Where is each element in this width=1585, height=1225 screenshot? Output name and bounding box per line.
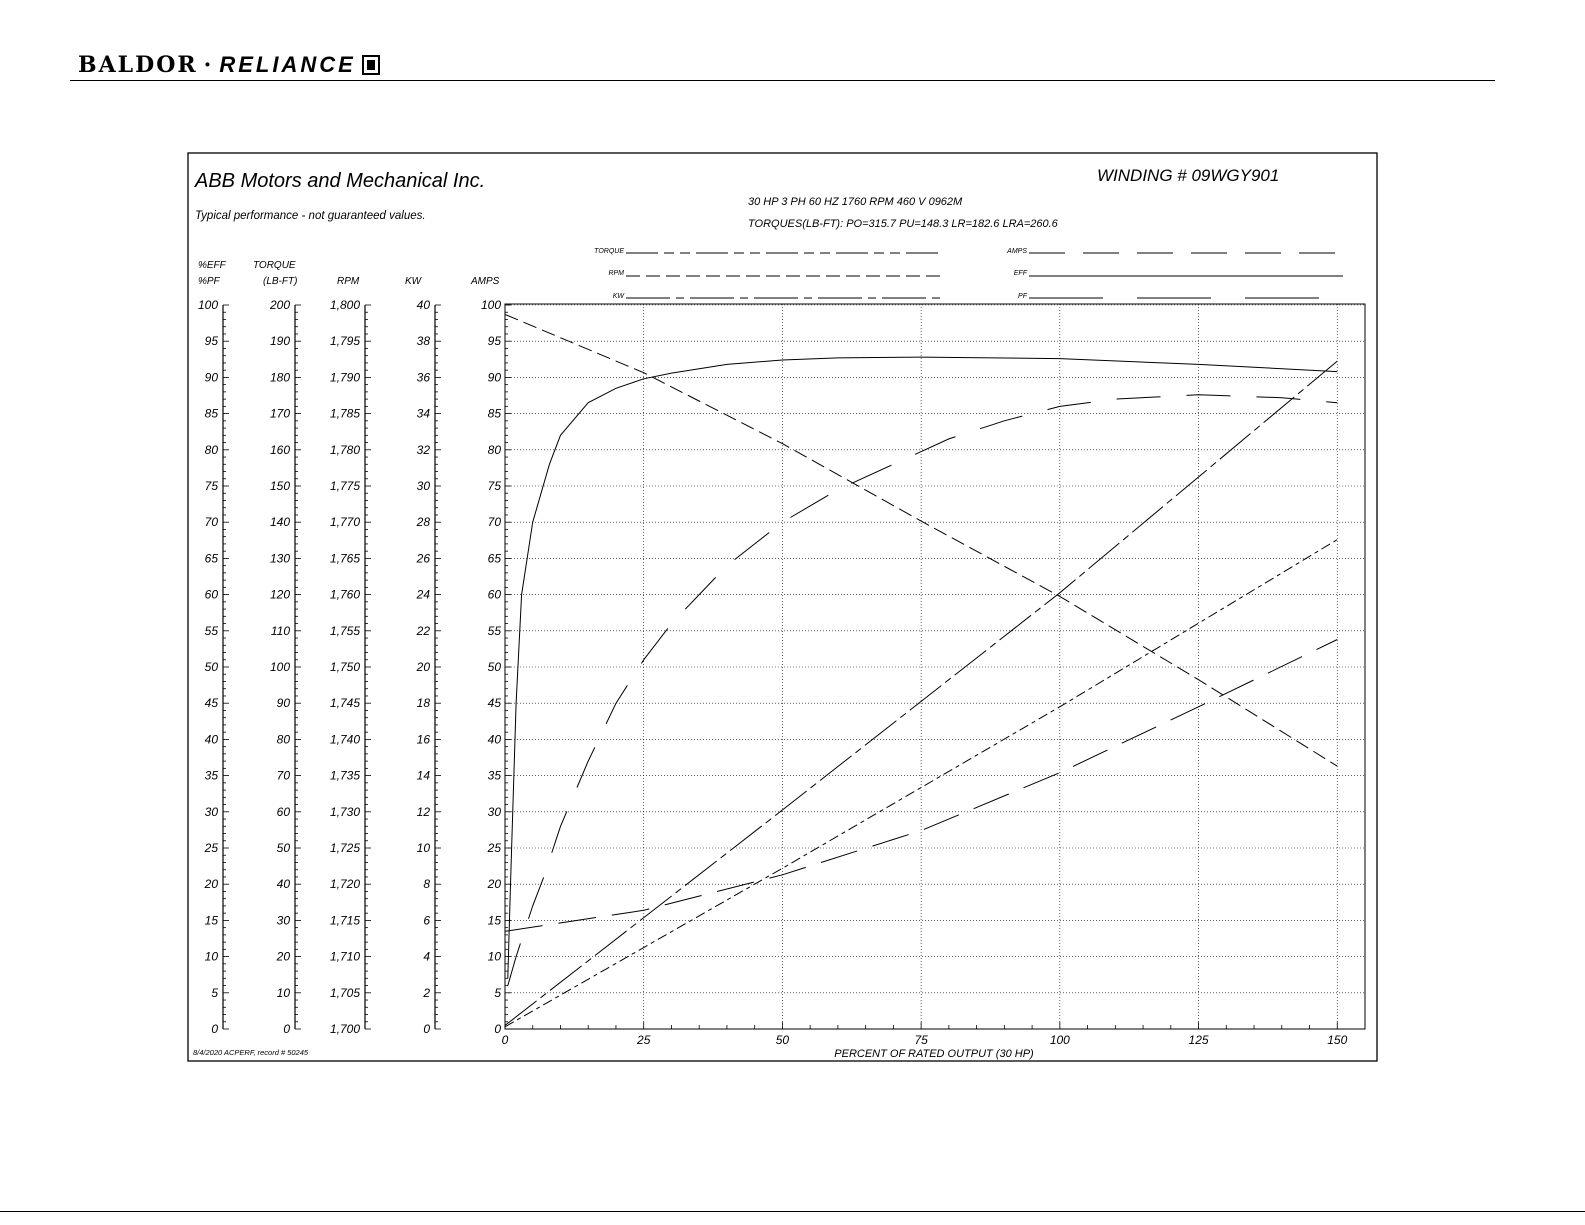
scale-label-eff-pf: 0 [211,1022,218,1036]
scale-label-torque: 200 [269,298,290,312]
amps-axis-label: 15 [487,913,501,928]
scale-label-eff-pf: 15 [204,913,218,928]
scale-label-eff-pf: 85 [204,406,218,421]
legend-label-amps: AMPS [1007,248,1027,255]
amps-axis-label: 30 [487,804,501,819]
x-axis-label: 150 [1327,1033,1348,1047]
amps-axis-label: 45 [487,696,501,711]
scale-label-torque: 10 [276,985,290,1000]
scale-label-kw: 4 [423,949,430,964]
legend-label-torque: TORQUE [594,248,624,255]
disclaimer-text: Typical performance - not guaranteed values. [195,210,426,222]
scale-label-rpm: 1,725 [329,841,360,855]
scale-label-torque: 50 [276,841,290,855]
left-scales [198,298,441,1036]
scale-label-rpm: 1,760 [329,587,360,602]
scale-label-torque: 80 [276,732,290,747]
scale-label-eff-pf: 70 [204,515,218,530]
scale-label-rpm: 1,755 [329,623,360,638]
x-axis-label: 100 [1049,1033,1070,1047]
scale-label-torque: 170 [269,406,290,421]
scale-label-kw: 0 [423,1022,430,1036]
amps-axis-label: 100 [480,298,501,312]
scale-label-kw: 2 [423,985,430,1000]
brand-name-left: BALDOR [78,52,198,78]
scale-label-rpm: 1,710 [329,949,360,964]
scale-label-eff-pf: 75 [204,479,218,493]
scale-label-eff-pf: 50 [204,660,218,674]
footer-record: 8/4/2020 ACPERF, record # 50245 [193,1048,309,1057]
scale-label-eff-pf: 65 [204,551,218,566]
scale-label-eff-pf: 35 [204,768,218,783]
amps-axis-label: 55 [487,623,501,638]
scale-label-eff-pf: 5 [211,985,218,1000]
scale-label-rpm: 1,715 [329,913,360,928]
amps-axis-label: 5 [494,985,501,1000]
scale-label-torque: 20 [276,949,290,964]
x-axis-label: 50 [775,1033,790,1047]
amps-axis-label: 25 [487,841,501,855]
scale-label-torque: 190 [269,334,290,349]
amps-axis-label: 95 [487,334,501,349]
scale-label-rpm: 1,740 [329,732,360,747]
x-axis-label: 0 [501,1033,509,1047]
series-line-pf [508,395,1338,986]
scale-label-rpm: 1,700 [329,1022,360,1036]
legend [594,248,1343,300]
scale-label-rpm: 1,790 [329,370,360,385]
scale-label-torque: 90 [276,696,290,711]
scale-label-rpm: 1,730 [329,804,360,819]
scale-label-rpm: 1,785 [329,406,360,421]
axis-title-rpm: RPM [337,276,360,287]
scale-label-rpm: 1,750 [329,660,360,674]
scale-label-rpm: 1,800 [329,298,360,312]
scale-label-eff-pf: 55 [204,623,218,638]
scale-label-kw: 24 [416,587,430,602]
scale-label-kw: 12 [416,804,430,819]
scale-label-torque: 140 [269,515,290,530]
scale-label-kw: 22 [416,623,430,638]
scale-label-torque: 60 [276,804,290,819]
x-axis-label: 25 [637,1033,651,1047]
axis-title-pf: %PF [198,276,220,287]
scale-label-eff-pf: 45 [204,696,218,711]
amps-axis-label: 65 [487,551,501,566]
scale-label-eff-pf: 90 [204,370,218,385]
scale-label-kw: 20 [416,660,430,674]
scale-label-kw: 26 [416,551,430,566]
winding-label: WINDING # 09WGY901 [1097,166,1280,185]
axis-title-kw: KW [405,276,422,287]
amps-axis-label: 70 [487,515,501,530]
amps-axis-label: 60 [487,587,501,602]
scale-label-rpm: 1,765 [329,551,360,566]
amps-axis-label: 50 [487,660,501,674]
scale-label-eff-pf: 95 [204,334,218,349]
scale-label-kw: 6 [423,913,430,928]
scale-label-torque: 120 [269,587,290,602]
scale-label-kw: 28 [416,515,430,530]
scale-label-kw: 40 [416,298,430,312]
scale-label-kw: 18 [416,696,430,711]
amps-axis-label: 85 [487,406,501,421]
scale-label-kw: 14 [416,768,430,783]
brand-name-right: RELIANCE [219,52,356,77]
series-line-amps [505,640,1337,932]
scale-label-rpm: 1,770 [329,515,360,530]
scale-label-torque: 150 [269,479,290,493]
scale-label-kw: 10 [416,841,430,855]
rating-line: 30 HP 3 PH 60 HZ 1760 RPM 460 V 0962M [748,196,963,208]
scale-label-torque: 180 [269,370,290,385]
axis-title-eff: %EFF [198,260,226,271]
scale-label-eff-pf: 25 [204,841,218,855]
scale-label-rpm: 1,780 [329,442,360,457]
x-axis-label: 125 [1188,1033,1209,1047]
amps-axis-label: 0 [494,1022,501,1036]
series-line-eff [508,357,1338,978]
axis-title-amps: AMPS [471,276,500,287]
series-line-rpm [505,540,1337,1027]
scale-label-torque: 40 [276,877,290,892]
scale-label-kw: 30 [416,479,430,493]
scale-label-eff-pf: 30 [204,804,218,819]
axis-title-torque-unit: (LB-FT) [263,276,298,287]
amps-axis-label: 90 [487,370,501,385]
scale-label-eff-pf: 40 [204,732,218,747]
legend-label-pf: PF [1018,293,1027,300]
scale-label-rpm: 1,795 [329,334,360,349]
scale-label-kw: 8 [423,877,430,892]
scale-label-kw: 36 [416,370,430,385]
x-axis-title: PERCENT OF RATED OUTPUT (30 HP) [834,1048,1034,1060]
amps-axis-label: 20 [487,877,501,892]
scale-label-rpm: 1,705 [329,985,360,1000]
scale-label-eff-pf: 10 [204,949,218,964]
scale-label-kw: 16 [416,732,430,747]
amps-axis-label: 75 [487,479,501,493]
scale-label-rpm: 1,720 [329,877,360,892]
scale-label-eff-pf: 60 [204,587,218,602]
axis-title-torque: TORQUE [253,260,296,271]
legend-label-eff: EFF [1013,270,1027,277]
scale-label-kw: 32 [416,442,430,457]
scale-label-torque: 110 [270,623,290,638]
scale-label-torque: 70 [276,768,290,783]
scale-label-rpm: 1,745 [329,696,360,711]
scale-label-rpm: 1,735 [329,768,360,783]
legend-label-rpm: RPM [608,270,624,277]
scale-label-torque: 160 [269,442,290,457]
amps-axis-label: 80 [487,442,501,457]
scale-label-rpm: 1,775 [329,479,360,493]
scale-label-eff-pf: 20 [204,877,218,892]
scale-label-eff-pf: 100 [197,298,218,312]
scale-label-eff-pf: 80 [204,442,218,457]
scale-label-torque: 130 [269,551,290,566]
company-title: ABB Motors and Mechanical Inc. [195,170,486,192]
amps-axis-label: 10 [487,949,501,964]
plot-grid [481,298,1365,1047]
scale-label-kw: 34 [416,406,430,421]
scale-label-torque: 0 [283,1022,290,1036]
amps-axis-label: 35 [487,768,501,783]
x-axis-label: 75 [914,1033,928,1047]
torque-values-line: TORQUES(LB-FT): PO=315.7 PU=148.3 LR=182.6 LRA=260.6 [748,218,1058,230]
scale-label-kw: 38 [416,334,430,349]
amps-axis-label: 40 [487,732,501,747]
brand-separator: · [203,52,214,78]
scale-label-torque: 30 [276,913,290,928]
legend-label-kw: KW [612,293,624,300]
scale-label-torque: 100 [269,660,290,674]
